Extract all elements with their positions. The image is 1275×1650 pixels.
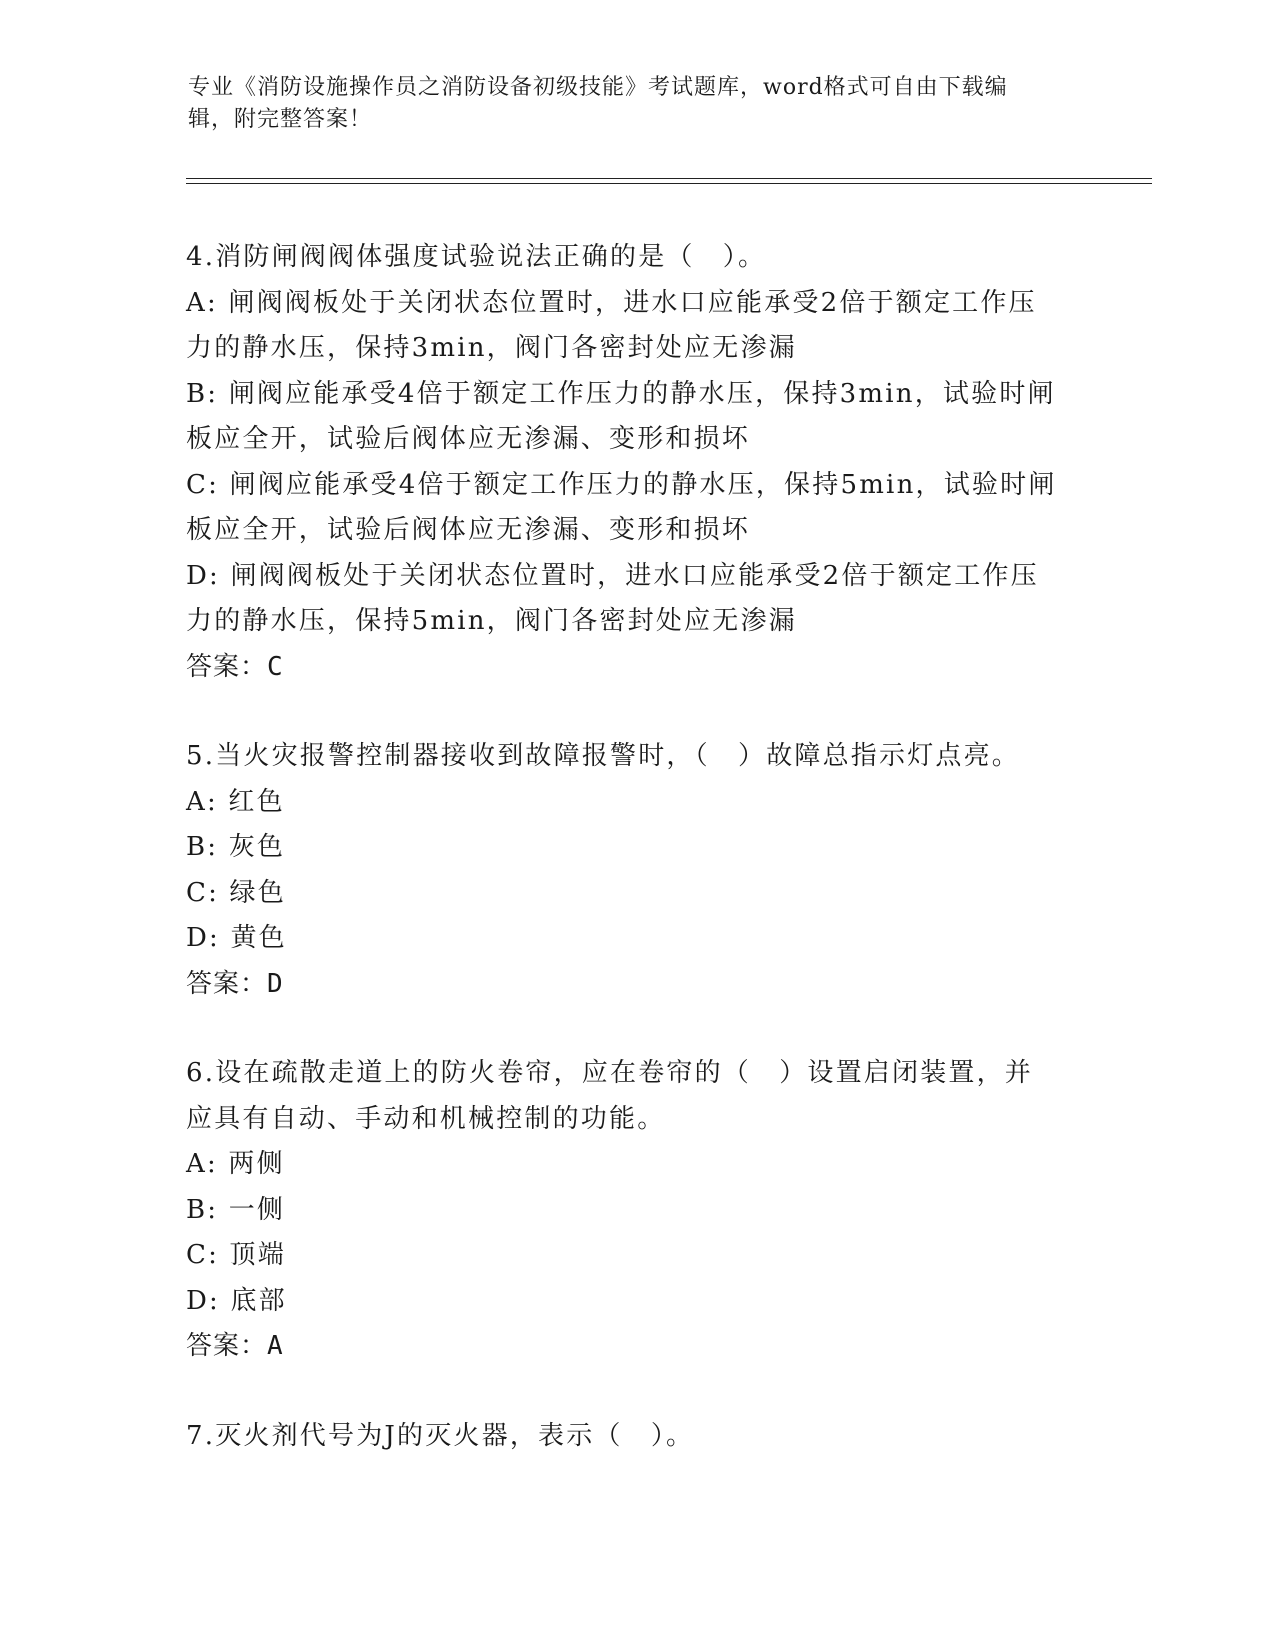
question-list — [186, 235, 1086, 1503]
answer-value: A — [267, 1331, 284, 1361]
question-stem: 4.消防闸阀阀体强度试验说法正确的是（ ）。 — [186, 242, 767, 272]
answer-option: B: 一侧 — [186, 1194, 286, 1225]
answer-option: D: 闸阀阀板处于关闭状态位置时，进水口应能承受2倍于额定工作压 — [186, 560, 1039, 591]
answer-option: 板应全开，试验后阀体应无渗漏、变形和损坏 — [186, 515, 751, 545]
answer-label: 答案： — [186, 651, 268, 682]
answer-value: C — [267, 651, 284, 682]
question-stem: 6.设在疏散走道上的防火卷帘，应在卷帘的（ ）设置启闭装置，并 — [186, 1058, 1034, 1088]
header-divider-top — [186, 178, 1152, 179]
answer-option: C: 绿色 — [186, 877, 286, 908]
answer-key — [186, 962, 1086, 1008]
answer-label: 答案： — [186, 1331, 268, 1361]
answer-option: C: 闸阀应能承受4倍于额定工作压力的静水压，保持5min，试验时闸 — [186, 469, 1057, 500]
answer-option: D: 底部 — [186, 1285, 287, 1316]
header-divider-bottom — [186, 183, 1152, 184]
answer-option: C: 顶端 — [186, 1240, 286, 1270]
question-block — [186, 734, 1086, 1007]
answer-option: A: 红色 — [186, 786, 285, 817]
header-line-1: 专业《消防设施操作员之消防设备初级技能》考试题库，word格式可自由下载编 — [188, 75, 1008, 100]
answer-value: D — [267, 968, 284, 999]
header-line-2: 辑，附完整答案！ — [188, 107, 373, 132]
answer-label: 答案： — [186, 968, 268, 999]
answer-option: 力的静水压，保持5min，阀门各密封处应无渗漏 — [186, 606, 797, 636]
answer-option: A: 闸阀阀板处于关闭状态位置时，进水口应能承受2倍于额定工作压 — [186, 287, 1037, 318]
question-block — [186, 1414, 1086, 1460]
answer-key — [186, 1324, 1086, 1370]
answer-key — [186, 645, 1086, 691]
question-stem: 7.灭火剂代号为J的灭火器，表示（ ）。 — [186, 1420, 695, 1451]
answer-option: 板应全开，试验后阀体应无渗漏、变形和损坏 — [186, 424, 751, 454]
question-stem: 5.当火灾报警控制器接收到故障报警时，（ ）故障总指示灯点亮。 — [186, 741, 1021, 771]
question-stem: 应具有自动、手动和机械控制的功能。 — [186, 1103, 666, 1134]
answer-option: B: 灰色 — [186, 832, 286, 862]
question-block — [186, 235, 1086, 690]
answer-option: 力的静水压，保持3min，阀门各密封处应无渗漏 — [186, 333, 797, 363]
question-block — [186, 1051, 1086, 1370]
answer-option: B: 闸阀应能承受4倍于额定工作压力的静水压，保持3min，试验时闸 — [186, 378, 1056, 409]
document-header — [188, 72, 1068, 136]
answer-option: D: 黄色 — [186, 923, 287, 953]
answer-option: A: 两侧 — [186, 1149, 285, 1179]
